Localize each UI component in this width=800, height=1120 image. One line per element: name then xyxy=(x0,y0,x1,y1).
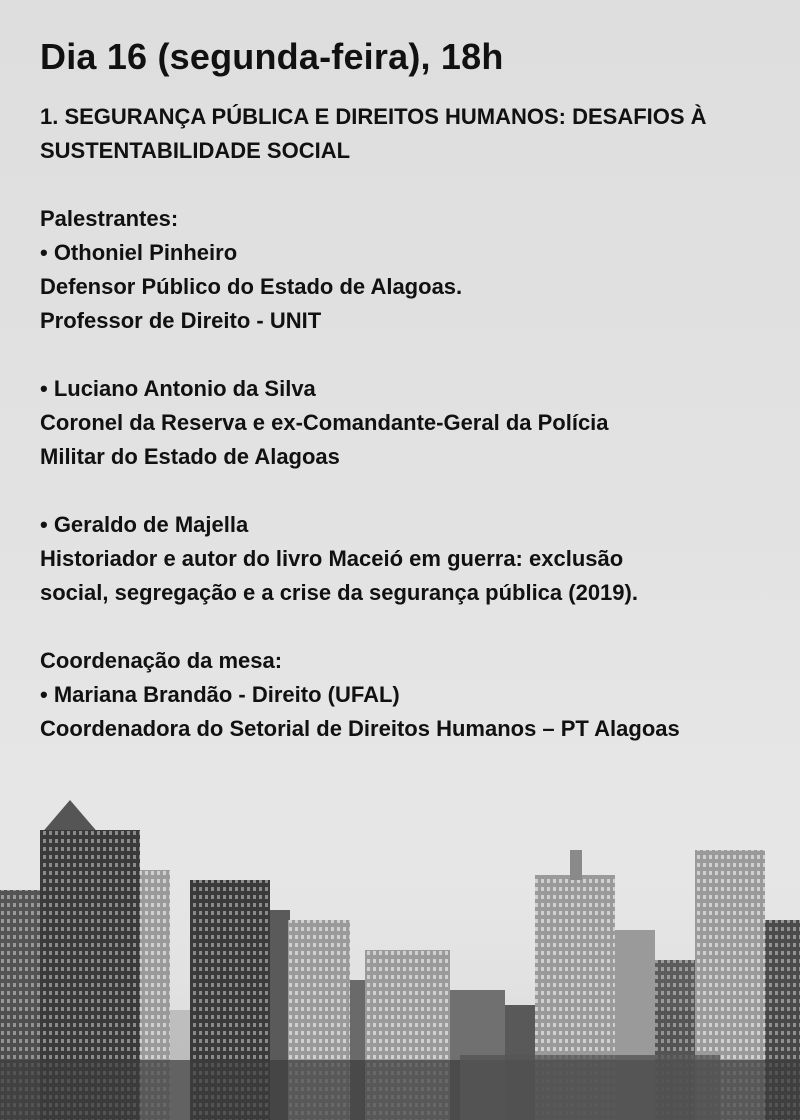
speaker-entry xyxy=(40,372,780,474)
speaker-name: • Othoniel Pinheiro xyxy=(40,240,238,265)
session-title-line-2: SUSTENTABILIDADE SOCIAL xyxy=(40,138,351,163)
speaker-description: Militar do Estado de Alagoas xyxy=(40,444,340,469)
session-title xyxy=(40,100,780,168)
session-title-line-1: 1. SEGURANÇA PÚBLICA E DIREITOS HUMANOS: DESAFIOS À xyxy=(40,104,707,129)
coordinator-description: Coordenadora do Setorial de Direitos Humanos – PT Alagoas xyxy=(40,716,680,741)
speakers-label: Palestrantes: xyxy=(40,206,179,231)
speaker-name: • Luciano Antonio da Silva xyxy=(40,376,316,401)
speakers-section xyxy=(40,202,780,338)
speaker-description: Historiador e autor do livro Maceió em guerra: exclusão xyxy=(40,546,624,571)
speaker-name: • Geraldo de Majella xyxy=(40,512,249,537)
coordination-label: Coordenação da mesa: xyxy=(40,648,283,673)
speaker-description: Coronel da Reserva e ex-Comandante-Geral da Polícia xyxy=(40,410,609,435)
coordinator-name: • Mariana Brandão - Direito (UFAL) xyxy=(40,682,400,707)
coordination-section xyxy=(40,644,780,746)
poster-content xyxy=(40,36,780,780)
city-skyline-image xyxy=(0,790,800,1120)
speaker-entry xyxy=(40,508,780,610)
event-date-title: Dia 16 (segunda-feira), 18h xyxy=(40,36,504,77)
speaker-description: Professor de Direito - UNIT xyxy=(40,308,322,333)
speaker-description: Defensor Público do Estado de Alagoas. xyxy=(40,274,463,299)
speaker-description: social, segregação e a crise da segurança pública (2019). xyxy=(40,580,638,605)
